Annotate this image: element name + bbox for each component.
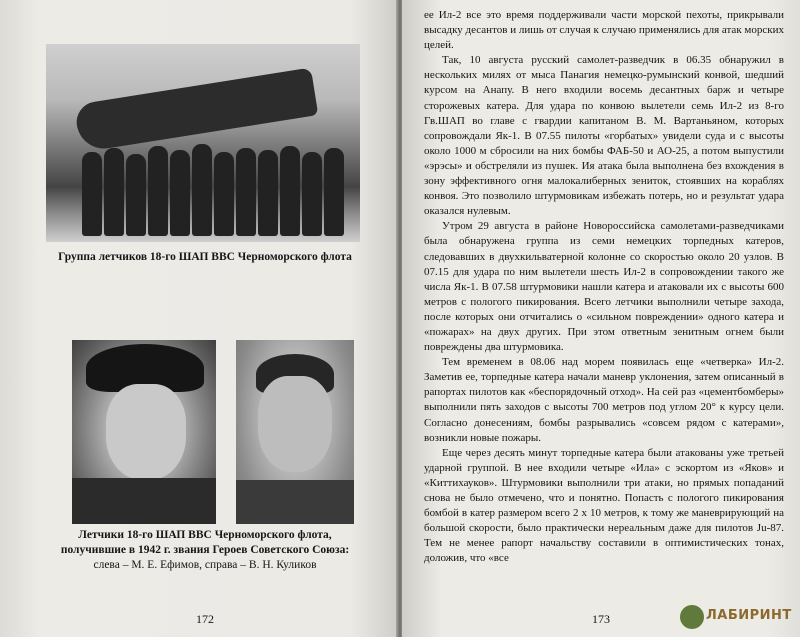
portraits-caption-line-2: получившие в 1942 г. звания Героев Советского Союза:: [60, 544, 350, 556]
page-number-right: 173: [592, 612, 610, 626]
body-text: [424, 8, 784, 566]
face: [106, 384, 186, 480]
paragraph: Еще через десять минут торпедные катера были атакованы уже третьей ударной группой. В нее входили четыре «Ила» с эскортом из «Яков» и «Киттихауков». Штурмовики выполнили три атаки, но прямых попаданий снова не было отмечено, что и понятно. Попасть с пологого пикирования бомбой в катер размером всего 2 х 10 метров, к тому же маневрирующий на большой скорости, было практически нереальным даже для пилотов Ju-87. Тем не менее рапорт начальству составили в оптимистических тонах, доложив, что «все: [424, 446, 784, 565]
left-page: [0, 0, 398, 637]
group-photo: [46, 44, 360, 242]
portraits-caption-line-1: Летчики 18-го ШАП ВВС Черноморского флота,: [78, 529, 332, 541]
paragraph: ее Ил-2 все это время поддерживали части морской пехоты, прикрывали высадку десантов и лишь от случая к случаю применялись для атак морских целей.: [424, 9, 784, 52]
uniform: [72, 478, 216, 524]
portrait-efimov: [72, 340, 216, 524]
paragraph: Утром 29 августа в районе Новороссийска самолетами-разведчиками была обнаружена группа из семи немецких торпедных катеров, следовавших в двухкильватерной колонне со скоростью около 20 узлов. В 07.15 для удара по ним вылетели шесть Ил-2 в сопровождении такого же числа Як-1. В 07.58 штурмовики нашли катера и атаковали их с высоты 600 метров с пологого пикирования. Всего летчики выполнили четыре захода, после которых они отчитались о «сильном повреждении» одного катера и «пожарах» на двух других. При этом ответным зенитным огнем были повреждены два штурмовика.: [424, 220, 784, 354]
paragraph: Так, 10 августа русский самолет-разведчик в 06.35 обнаружил в нескольких милях от мыса Панагия немецко-румынский конвой, шедший курсом на Анапу. В него входили восемь десантных барж и четыре сторожевых катера. Для удара по конвою вылетели семь Ил-2 из 8-го Гв.ШАП во главе с гвардии капитаном В. М. Вартаньяном, которых сопровождали Як-1. В 07.55 пилоты «горбатых» увидели суда и с высоты около 1000 м сбросили на них бомбы ФАБ-50 и АО-25, а потом выпустили «эрэсы» и обстреляли из пушек. Ия атака была выполнена без вхождения в зону эффективного огня малокалиберных зениток, стоявших на кораблях конвоя. Это позволило штурмовикам избежать потерь, но и результат удара оказался нулевым.: [424, 54, 784, 218]
page-number-left: 172: [196, 612, 214, 626]
paragraph: Тем временем в 08.06 над морем появилась еще «четверка» Ил-2. Заметив ее, торпедные катера начали маневр уклонения, затем описанный в рапортах пилотов как «беспорядочный отход». На сей раз «цементбомберы» выполнили пять заходов с высоты 700 метров под углом 20° к курсу цели. Согласно донесениям, бомбы разрывались «совсем рядом с катерами», возникли новые пожары.: [424, 356, 784, 444]
portraits-caption-line-3: слева – М. Е. Ефимов, справа – В. Н. Куликов: [93, 559, 317, 571]
group-photo-caption: Группа летчиков 18-го ШАП ВВС Черноморского флота: [58, 251, 352, 263]
portraits-caption: [40, 528, 370, 573]
watermark-text: ЛАБИРИНТ: [706, 608, 792, 623]
uniform: [236, 480, 354, 524]
right-page: [402, 0, 800, 637]
pilot-figures: [82, 140, 342, 236]
portrait-kulikov: [236, 340, 354, 524]
face: [258, 376, 332, 472]
labirint-watermark: [680, 605, 792, 631]
labirint-logo-icon: [680, 605, 704, 629]
